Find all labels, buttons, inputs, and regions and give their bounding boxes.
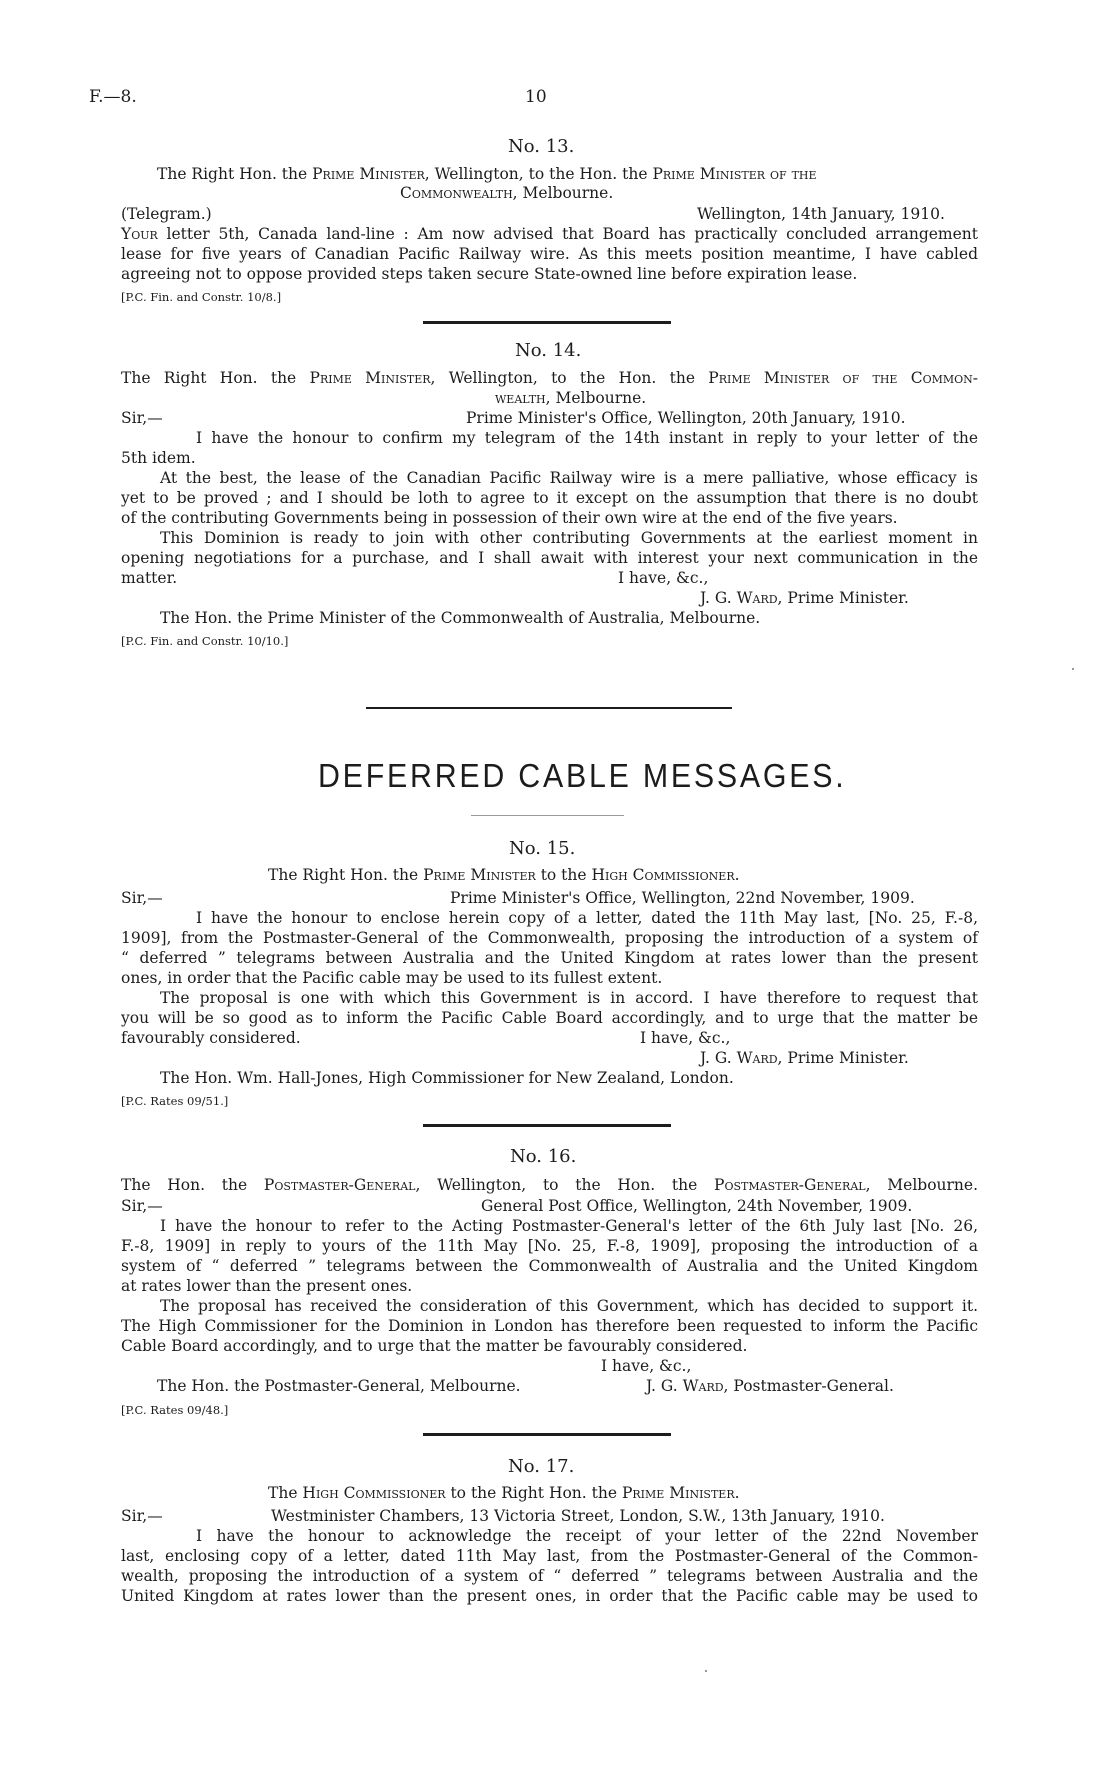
- no16-closing: I have, &c.,: [601, 1357, 692, 1375]
- no14-signature: J. G. Ward, Prime Minister.: [700, 589, 909, 607]
- no17-para1-line4: United Kingdom at rates lower than the present ones, in order that the Pacific cable may be used to: [121, 1587, 978, 1605]
- separator-rule: [423, 1433, 671, 1436]
- no13-address-line1: The Right Hon. the Prime Minister, Wellington, to the Hon. the Prime Minister of the: [157, 165, 817, 183]
- no13-telegram-label: (Telegram.): [121, 205, 212, 223]
- no13-body-line1: Your letter 5th, Canada land-line : Am now advised that Board has practically concluded arrangement: [121, 225, 978, 243]
- no16-para2-line2: The High Commissioner for the Dominion in London has therefore been requested to inform the Pacific: [121, 1317, 978, 1335]
- no14-closing: I have, &c.,: [618, 569, 709, 587]
- no15-date: Prime Minister's Office, Wellington, 22nd November, 1909.: [450, 889, 915, 907]
- no14-salutation: Sir,—: [121, 409, 163, 427]
- no16-para1-line3: system of “ deferred ” telegrams between the Commonwealth of Australia and the United Kingdom: [121, 1257, 978, 1275]
- section-title: DEFERRED CABLE MESSAGES.: [318, 757, 847, 794]
- no13-body-line3: agreeing not to oppose provided steps taken secure State-owned line before expiration lease.: [121, 265, 858, 283]
- no16-salutation: Sir,—: [121, 1197, 163, 1215]
- no14-para3-line1: This Dominion is ready to join with other contributing Governments at the earliest moment in: [160, 529, 978, 547]
- separator-rule: [423, 321, 671, 324]
- no16-para1-line2: F.-8, 1909] in reply to yours of the 11th May [No. 25, F.-8, 1909], proposing the introduction of a: [121, 1237, 978, 1255]
- no16-para2-line1: The proposal has received the consideration of this Government, which has decided to support it.: [160, 1297, 978, 1315]
- no15-heading: No. 15.: [509, 838, 576, 859]
- no16-address: The Hon. the Postmaster-General, Wellington, to the Hon. the Postmaster-General, Melbourne.: [121, 1176, 978, 1194]
- no15-para1-line3: “ deferred ” telegrams between Australia and the United Kingdom at rates lower than the present: [121, 949, 978, 967]
- no14-para1-line1: I have the honour to confirm my telegram of the 14th instant in reply to your letter of the: [196, 429, 978, 447]
- no15-para1-line1: I have the honour to enclose herein copy of a letter, dated the 11th May last, [No. 25, F.-8,: [196, 909, 978, 927]
- no15-salutation: Sir,—: [121, 889, 163, 907]
- no15-para1-line2: 1909], from the Postmaster-General of the Commonwealth, proposing the introduction of a system of: [121, 929, 978, 947]
- no17-salutation: Sir,—: [121, 1507, 163, 1525]
- no15-para2-line1: The proposal is one with which this Government is in accord. I have therefore to request that: [160, 989, 978, 1007]
- paper-reference: F.—8.: [89, 87, 137, 107]
- no16-recipient: The Hon. the Postmaster-General, Melbourne.: [157, 1377, 521, 1395]
- no13-file-reference: [P.C. Fin. and Constr. 10/8.]: [121, 290, 282, 304]
- no13-heading: No. 13.: [508, 136, 575, 157]
- no15-address: The Right Hon. the Prime Minister to the High Commissioner.: [268, 866, 740, 884]
- section-separator-rule: [366, 707, 732, 709]
- no14-para3-line2: opening negotiations for a purchase, and I shall await with interest your next communication in the: [121, 549, 978, 567]
- page-number: 10: [525, 87, 547, 107]
- no14-para2-line1: At the best, the lease of the Canadian Pacific Railway wire is a mere palliative, whose efficacy is: [160, 469, 978, 487]
- no15-para2-line3: favourably considered.: [121, 1029, 301, 1047]
- scan-speck: [1072, 668, 1074, 670]
- no14-address-line2: wealth, Melbourne.: [495, 389, 647, 407]
- no14-para1-line2: 5th idem.: [121, 449, 196, 467]
- no15-para1-line4: ones, in order that the Pacific cable may be used to its fullest extent.: [121, 969, 663, 987]
- scan-speck: [705, 1670, 707, 1672]
- no14-para2-line2: yet to be proved ; and I should be loth to agree to it except on the assumption that there is no doubt: [121, 489, 978, 507]
- no16-file-reference: [P.C. Rates 09/48.]: [121, 1403, 229, 1417]
- no15-recipient: The Hon. Wm. Hall-Jones, High Commissioner for New Zealand, London.: [160, 1069, 734, 1087]
- no17-heading: No. 17.: [508, 1456, 575, 1477]
- no17-para1-line1: I have the honour to acknowledge the receipt of your letter of the 22nd November: [196, 1527, 978, 1545]
- no15-para2-line2: you will be so good as to inform the Pacific Cable Board accordingly, and to urge that the matter be: [121, 1009, 978, 1027]
- no17-para1-line3: wealth, proposing the introduction of a system of “ deferred ” telegrams between Australia and the: [121, 1567, 978, 1585]
- no13-body-line2: lease for five years of Canadian Pacific Railway wire. As this meets position meantime, I have cabled: [121, 245, 978, 263]
- no14-para2-line3: of the contributing Governments being in possession of their own wire at the end of the five years.: [121, 509, 898, 527]
- no15-file-reference: [P.C. Rates 09/51.]: [121, 1094, 229, 1108]
- no16-heading: No. 16.: [510, 1146, 577, 1167]
- no14-address-line1: The Right Hon. the Prime Minister, Wellington, to the Hon. the Prime Minister of the Common-: [121, 369, 978, 387]
- no17-address: The High Commissioner to the Right Hon. the Prime Minister.: [268, 1484, 740, 1502]
- no14-date: Prime Minister's Office, Wellington, 20th January, 1910.: [466, 409, 906, 427]
- no16-para1-line1: I have the honour to refer to the Acting Postmaster-General's letter of the 6th July last [No. 26,: [160, 1217, 978, 1235]
- no16-para1-line4: at rates lower than the present ones.: [121, 1277, 413, 1295]
- separator-rule: [423, 1124, 671, 1127]
- no16-signature: J. G. Ward, Postmaster-General.: [646, 1377, 894, 1395]
- no16-date: General Post Office, Wellington, 24th November, 1909.: [481, 1197, 913, 1215]
- no16-para2-line3: Cable Board accordingly, and to urge that the matter be favourably considered.: [121, 1337, 748, 1355]
- no13-address-line2: Commonwealth, Melbourne.: [400, 184, 614, 202]
- no17-date: Westminister Chambers, 13 Victoria Street, London, S.W., 13th January, 1910.: [271, 1507, 885, 1525]
- no17-para1-line2: last, enclosing copy of a letter, dated 11th May last, from the Postmaster-General of the Common-: [121, 1547, 978, 1565]
- no14-para3-line3: matter.: [121, 569, 178, 587]
- no15-closing: I have, &c.,: [640, 1029, 731, 1047]
- no14-heading: No. 14.: [515, 340, 582, 361]
- no15-signature: J. G. Ward, Prime Minister.: [700, 1049, 909, 1067]
- no13-date: Wellington, 14th January, 1910.: [697, 205, 945, 223]
- no14-recipient: The Hon. the Prime Minister of the Commonwealth of Australia, Melbourne.: [160, 609, 761, 627]
- no14-file-reference: [P.C. Fin. and Constr. 10/10.]: [121, 634, 289, 648]
- section-title-underline: [471, 815, 624, 816]
